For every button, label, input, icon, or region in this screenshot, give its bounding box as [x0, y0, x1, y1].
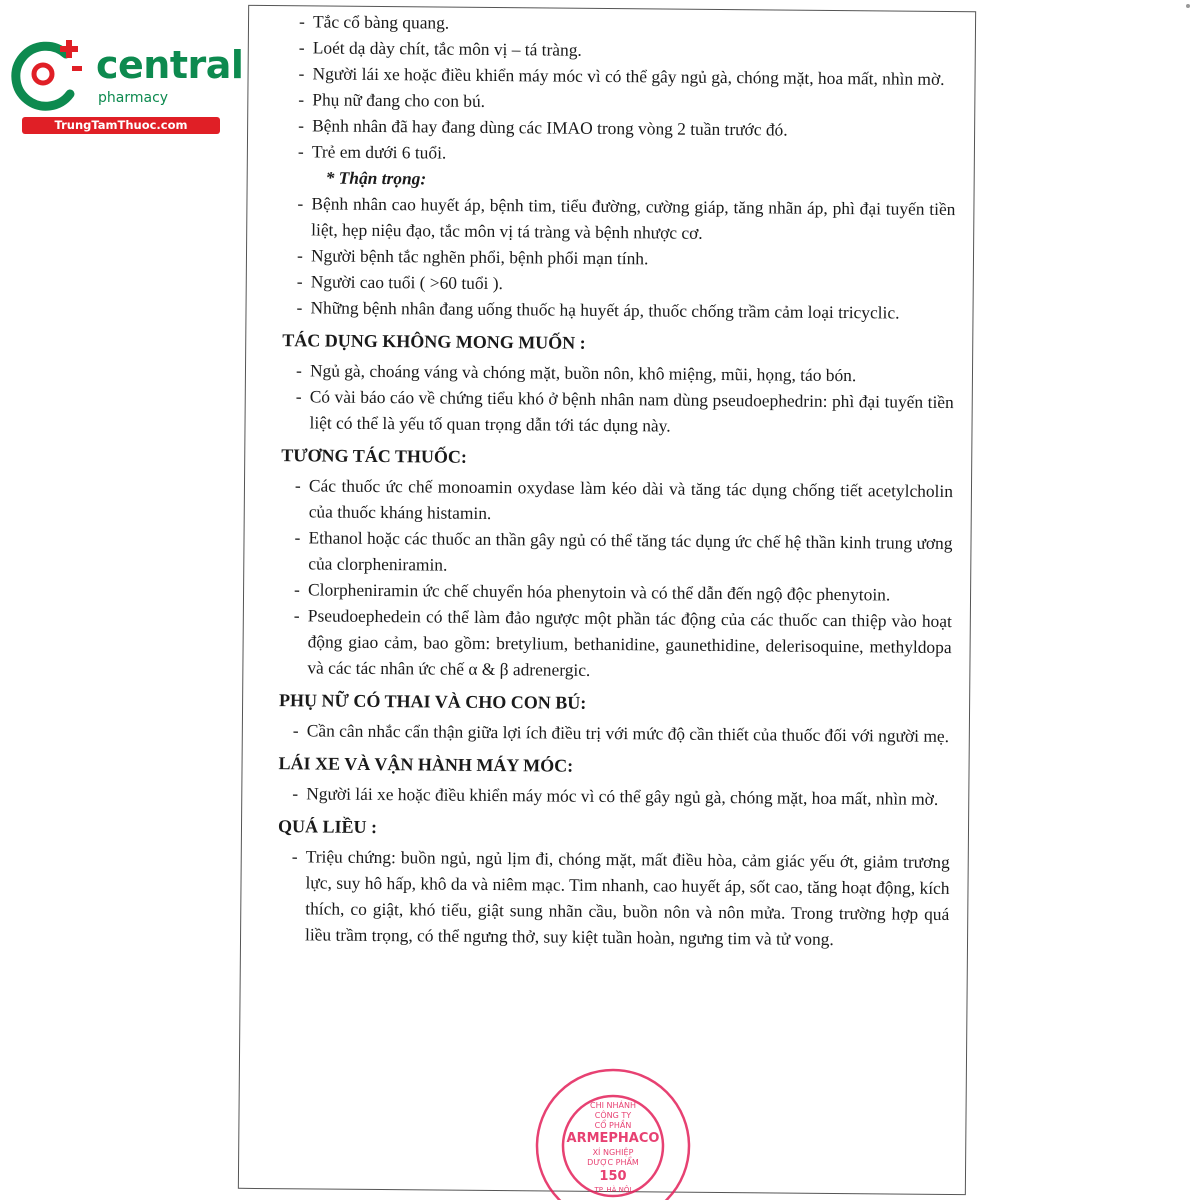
stamp-company: ARMEPHACO [566, 1131, 660, 1146]
stamp-line3: CỔ PHẦN [594, 1121, 632, 1130]
list-item: - Người bệnh tắc nghẽn phổi, bệnh phổi mạn tính. [296, 245, 649, 269]
list-item: - Có vài báo cáo về chứng tiểu khó ở bệnh nhân nam dùng pseudoephedrin: phì đại tuyến tiền liệt có thể là yếu tố quan trọng dẫn tới tác dụng này. [295, 386, 954, 436]
contraindications-list [284, 8, 957, 170]
logo-url[interactable]: TrungTamThuoc.com [22, 117, 220, 134]
list-item: - Ethanol hoặc các thuốc an thần gây ngủ có thể tăng tác dụng ức chế hệ thần kinh trung ương của clorpheniramin. [294, 527, 953, 575]
caution-list [282, 190, 955, 326]
list-item: - Bệnh nhân đã hay đang dùng các IMAO trong vòng 2 tuần trước đó. [298, 115, 788, 140]
list-item: - Tắc cổ bàng quang. [298, 11, 450, 33]
list-item: - Những bệnh nhân đang uống thuốc hạ huyết áp, thuốc chống trầm cảm loại tricyclic. [296, 297, 900, 323]
list-item: - Triệu chứng: buồn ngủ, ngủ lịm đi, chóng mặt, mất điều hòa, cảm giác yếu ớt, giảm trương lực, suy hô hấp, khô da và niêm mạc. Tim nhanh, cao huyết áp, sốt cao, tăng hoạt động, kích thích, co giật, khó tiểu, giật sung nhãn cầu, buồn nôn và nôn mửa. Trong trường hợp quá liều trầm trọng, có thể ngưng thở, suy kiệt tuần hoàn, ngưng tim và tử vong. [291, 846, 950, 949]
stamp-line1: CHI NHÁNH [590, 1101, 636, 1110]
stamp-line2: CÔNG TY [594, 1111, 632, 1120]
interactions-heading: TƯƠNG TÁC THUỐC: [281, 445, 468, 467]
logo-subtitle: pharmacy [98, 90, 169, 106]
stamp-number: 150 [599, 1169, 627, 1184]
logo-c-cross-icon [10, 36, 90, 116]
overdose-list [277, 843, 950, 953]
list-item: - Loét dạ dày chít, tắc môn vị – tá tràng. [298, 37, 582, 60]
stamp-line5: DƯỢC PHẨM [587, 1158, 639, 1167]
list-item: - Phụ nữ đang cho con bú. [298, 89, 486, 111]
side-effects-list [281, 357, 954, 441]
interactions-list [279, 472, 953, 686]
stamp-line4: XÍ NGHIỆP [592, 1148, 634, 1157]
overdose-heading: QUÁ LIỀU : [277, 816, 378, 838]
list-item: - Ngủ gà, choáng váng và chóng mặt, buồn nôn, khô miệng, mũi, họng, táo bón. [295, 360, 857, 386]
logo-name: central [96, 43, 244, 87]
list-item: - Cần cân nhắc cẩn thận giữa lợi ích điều trị với mức độ cần thiết của thuốc đối với người mẹ. [292, 720, 950, 746]
leaflet-content [277, 8, 957, 953]
central-pharmacy-logo[interactable] [10, 36, 244, 136]
caution-heading: * Thận trọng: [325, 167, 427, 189]
list-item: - Pseudoephedein có thể làm đảo ngược một phần tác động của các thuốc can thiệp vào hoạt động giao cảm, bao gồm: bretylium, bethanidine, gaunethidine, delerisoquine, methyldopa và các tác nhân ức chế α & β adrenergic. [293, 605, 952, 680]
list-item: - Các thuốc ức chế monoamin oxydase làm kéo dài và tăng tác dụng chống tiết acetylcholin của thuốc kháng histamin. [294, 475, 954, 523]
driving-list [278, 780, 950, 812]
leaflet-page [238, 5, 976, 1195]
list-item: - Clorpheniramin ức chế chuyển hóa phenytoin và có thể dẫn đến ngộ độc phenytoin. [293, 579, 891, 605]
company-stamp [528, 1066, 698, 1200]
driving-heading: LÁI XE VÀ VẬN HÀNH MÁY MÓC: [278, 753, 574, 776]
side-effects-heading: TÁC DỤNG KHÔNG MONG MUỐN : [282, 330, 586, 353]
stamp-city: TP. HÀ NỘI [594, 1186, 632, 1194]
pregnancy-heading: PHỤ NỮ CÓ THAI VÀ CHO CON BÚ: [279, 690, 587, 713]
list-item: - Trẻ em dưới 6 tuổi. [297, 141, 447, 163]
list-item: - Bệnh nhân cao huyết áp, bệnh tim, tiểu đường, cường giáp, tăng nhãn áp, phì đại tuyến tiền liệt, hẹp niệu đạo, tắc môn vị tá tràng và bệnh nhược cơ. [297, 193, 956, 243]
list-item: - Người cao tuổi ( >60 tuổi ). [296, 271, 504, 294]
pregnancy-list [279, 717, 951, 749]
list-item: - Người lái xe hoặc điều khiển máy móc vì có thể gây ngủ gà, chóng mặt, hoa mất, nhìn mờ. [292, 783, 939, 809]
scan-dot [1186, 4, 1190, 8]
list-item: - Người lái xe hoặc điều khiển máy móc vì có thể gây ngủ gà, chóng mặt, hoa mất, nhìn mờ. [298, 63, 945, 89]
